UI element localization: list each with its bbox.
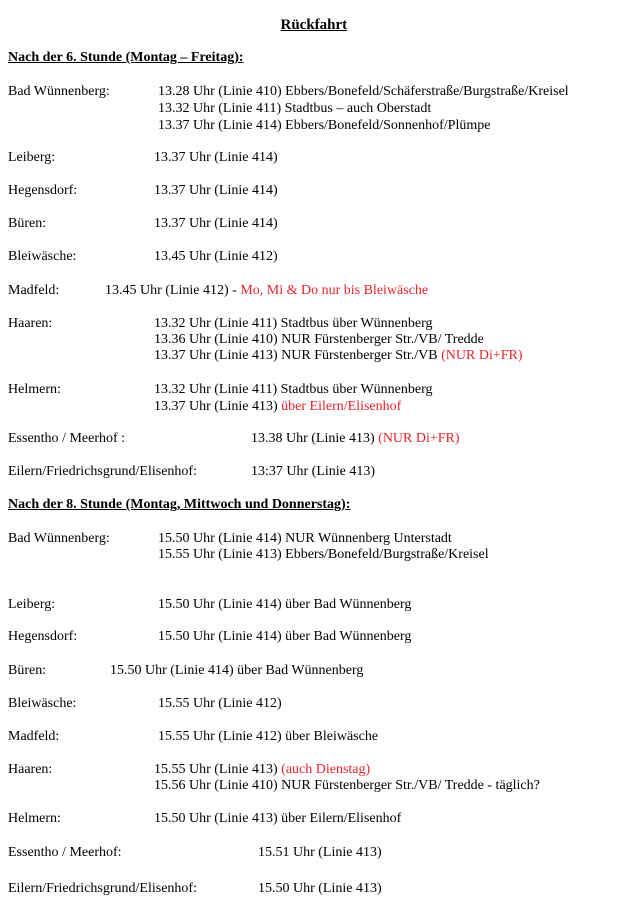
place-label: Leiberg: <box>8 597 56 612</box>
departure-line: 15.56 Uhr (Linie 410) NUR Fürstenberger Str./VB/ Tredde - täglich? <box>154 778 540 793</box>
place-label: Haaren: <box>8 762 53 777</box>
departure-line <box>154 348 523 364</box>
departure-note: über Eilern/Elisenhof <box>281 399 402 414</box>
departure-note: (NUR Di+FR) <box>441 348 523 363</box>
page-title: Rückfahrt <box>280 17 348 33</box>
departure-line: 13.32 Uhr (Linie 411) Stadtbus über Wünnenberg <box>154 382 433 397</box>
departure-line: 15.50 Uhr (Linie 414) über Bad Wünnenberg <box>158 597 412 612</box>
place-label: Bad Wünnenberg: <box>8 84 110 99</box>
place-label: Bleiwäsche: <box>8 249 77 264</box>
departure-line: 13.37 Uhr (Linie 414) Ebbers/Bonefeld/Sonnenhof/Plümpe <box>158 118 491 133</box>
place-label: Essentho / Meerhof: <box>8 845 122 860</box>
departure-note: Mo, Mi & Do nur bis Bleiwäsche <box>240 283 429 298</box>
departure-line: 13.37 Uhr (Linie 414) <box>154 150 278 165</box>
place-label: Madfeld: <box>8 729 60 744</box>
place-label: Eilern/Friedrichsgrund/Elisenhof: <box>8 464 197 479</box>
section-heading-8-stunde: Nach der 8. Stunde (Montag, Mittwoch und Donnerstag): <box>8 497 351 512</box>
departure-line: 15.51 Uhr (Linie 413) <box>258 845 382 860</box>
departure-note: (NUR Di+FR) <box>378 431 460 446</box>
place-label: Madfeld: <box>8 283 60 298</box>
departure-text: 13.45 Uhr (Linie 412) - <box>105 283 241 298</box>
departure-line <box>154 399 401 415</box>
departure-line: 15.55 Uhr (Linie 412) über Bleiwäsche <box>158 729 379 744</box>
departure-line <box>154 762 370 778</box>
departure-line: 15.50 Uhr (Linie 414) über Bad Wünnenberg <box>110 663 364 678</box>
place-label: Hegensdorf: <box>8 183 78 198</box>
departure-line: 15.55 Uhr (Linie 413) Ebbers/Bonefeld/Burgstraße/Kreisel <box>158 547 489 562</box>
place-label: Büren: <box>8 663 47 678</box>
place-label: Bleiwäsche: <box>8 696 77 711</box>
departure-line: 13.32 Uhr (Linie 411) Stadtbus über Wünnenberg <box>154 316 433 331</box>
departure-note: (auch Dienstag) <box>281 762 371 777</box>
place-label: Leiberg: <box>8 150 56 165</box>
departure-line: 15.55 Uhr (Linie 412) <box>158 696 282 711</box>
departure-line: 13.28 Uhr (Linie 410) Ebbers/Bonefeld/Schäferstraße/Burgstraße/Kreisel <box>158 84 569 99</box>
place-label: Helmern: <box>8 811 61 826</box>
departure-text: 15.55 Uhr (Linie 413) <box>154 762 282 777</box>
departure-text: 13.37 Uhr (Linie 413) NUR Fürstenberger Str./VB <box>154 348 442 363</box>
departure-line: 13.32 Uhr (Linie 411) Stadtbus – auch Oberstadt <box>158 101 432 116</box>
place-label: Hegensdorf: <box>8 629 78 644</box>
departure-line: 15.50 Uhr (Linie 414) über Bad Wünnenberg <box>158 629 412 644</box>
place-label: Haaren: <box>8 316 53 331</box>
departure-line <box>251 431 460 447</box>
place-label: Büren: <box>8 216 47 231</box>
departure-line: 13.37 Uhr (Linie 414) <box>154 183 278 198</box>
departure-line: 13.37 Uhr (Linie 414) <box>154 216 278 231</box>
departure-text: 13.37 Uhr (Linie 413) <box>154 399 282 414</box>
place-label: Essentho / Meerhof : <box>8 431 126 446</box>
departure-line: 15.50 Uhr (Linie 414) NUR Wünnenberg Unterstadt <box>158 531 452 546</box>
departure-text: 13.38 Uhr (Linie 413) <box>251 431 379 446</box>
departure-line: 13:37 Uhr (Linie 413) <box>251 464 376 479</box>
departure-line: 15.50 Uhr (Linie 413) <box>258 881 382 896</box>
section-heading-6-stunde: Nach der 6. Stunde (Montag – Freitag): <box>8 50 244 65</box>
place-label: Eilern/Friedrichsgrund/Elisenhof: <box>8 881 197 896</box>
departure-line: 13.45 Uhr (Linie 412) <box>154 249 278 264</box>
place-label: Helmern: <box>8 382 61 397</box>
place-label: Bad Wünnenberg: <box>8 531 110 546</box>
departure-line: 15.50 Uhr (Linie 413) über Eilern/Elisenhof <box>154 811 402 826</box>
departure-line <box>105 283 428 299</box>
departure-line: 13.36 Uhr (Linie 410) NUR Fürstenberger Str./VB/ Tredde <box>154 332 484 347</box>
